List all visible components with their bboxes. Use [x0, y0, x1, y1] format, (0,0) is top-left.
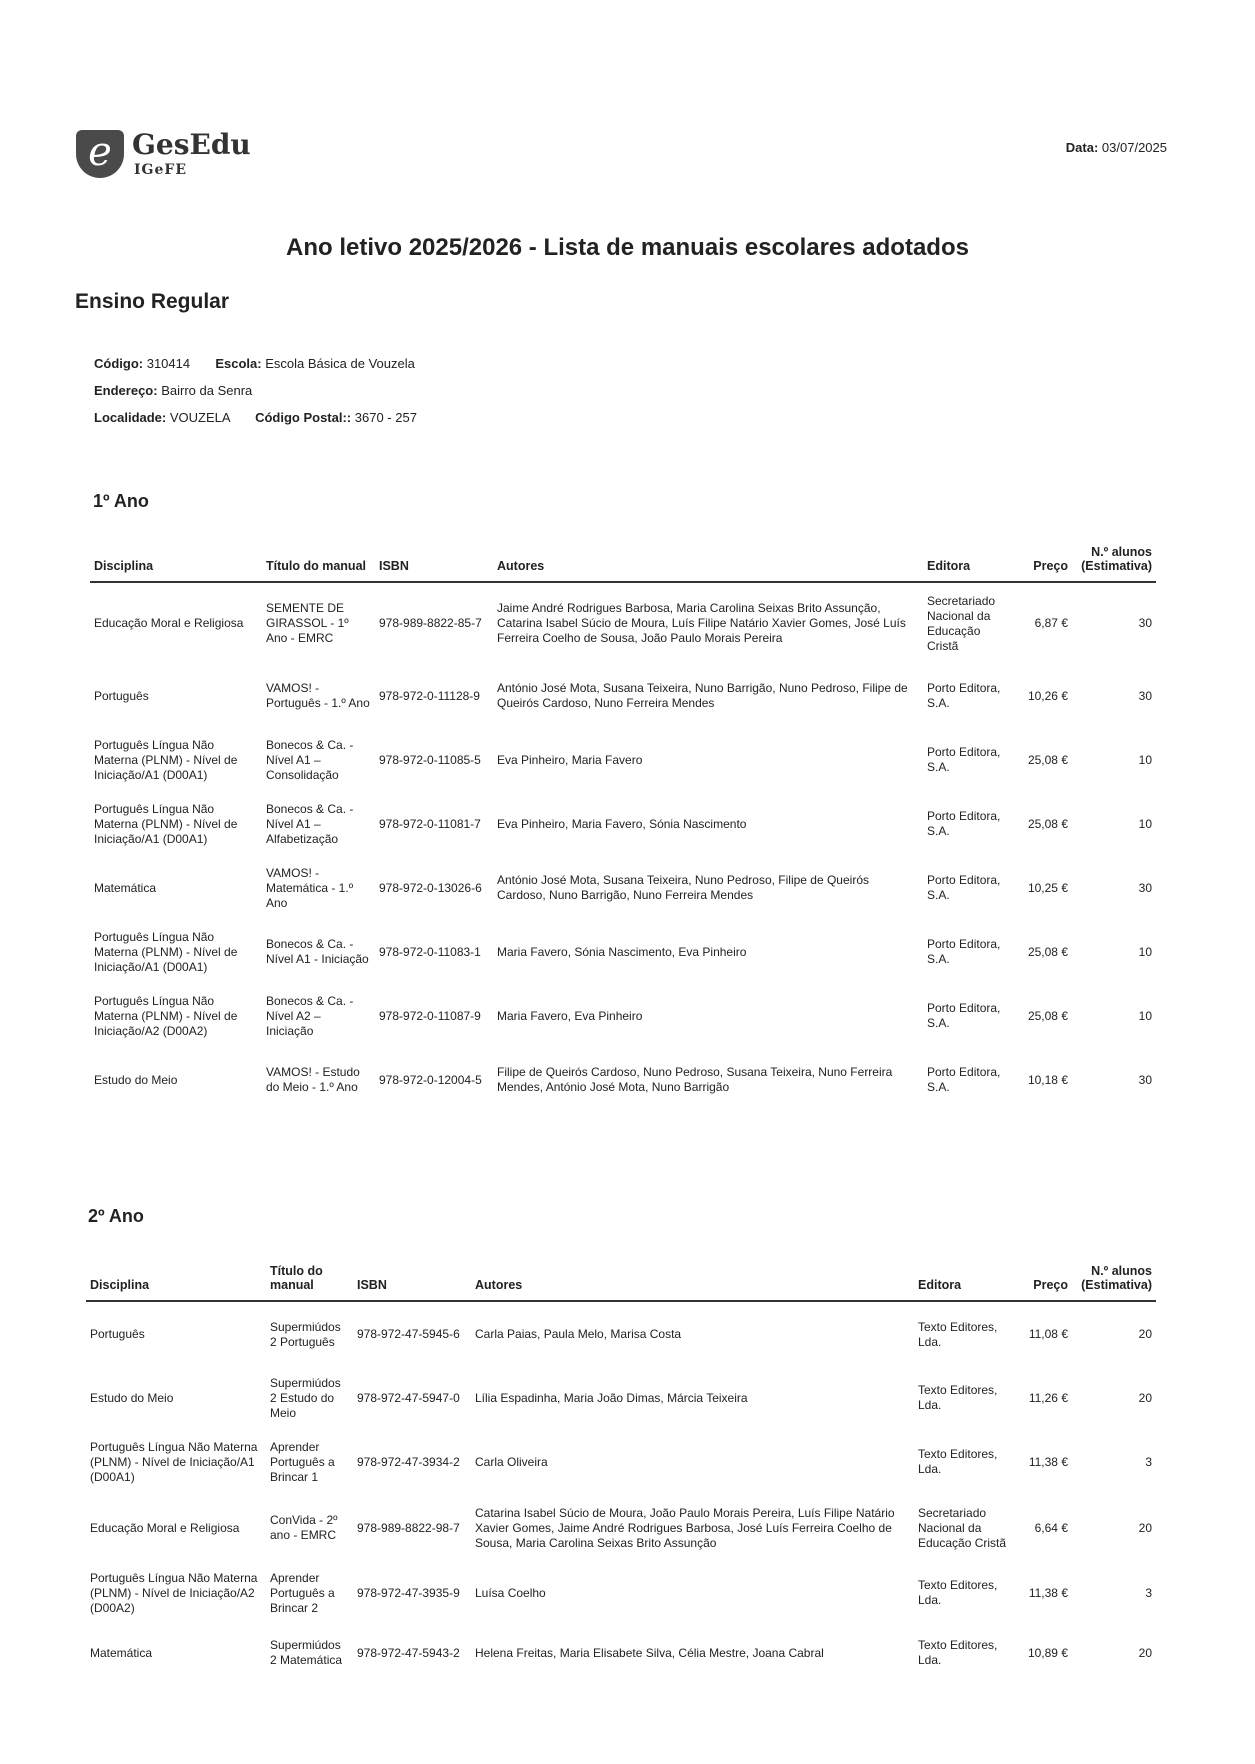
cell-disciplina: Português Língua Não Materna (PLNM) - Nível de Iniciação/A1 (D00A1)	[94, 801, 238, 846]
cell-disciplina: Português Língua Não Materna (PLNM) - Nível de Iniciação/A2 (D00A2)	[94, 993, 238, 1038]
cell-isbn: 978-972-0-11087-9	[379, 1008, 481, 1023]
cell-editora: Texto Editores, Lda.	[918, 1578, 998, 1607]
cell-autores: Filipe de Queirós Cardoso, Nuno Pedroso, Susana Teixeira, Nuno Ferreira Mendes, António José Mota, Nuno Barrigão	[497, 1065, 893, 1094]
cell-titulo: Supermiúdos 2 Matemática	[270, 1638, 343, 1667]
date-value: 03/07/2025	[1101, 140, 1167, 155]
cell-titulo: Supermiúdos 2 Estudo do Meio	[270, 1375, 341, 1420]
cell-preco: 10,89 €	[1027, 1645, 1068, 1660]
cell-isbn: 978-972-47-3935-9	[357, 1585, 460, 1600]
postal-label: Código Postal::	[255, 410, 352, 425]
cell-alunos: 20	[1138, 1520, 1152, 1535]
cell-isbn: 978-972-47-5947-0	[357, 1390, 460, 1405]
escola-label: Escola:	[215, 356, 262, 371]
codigo-value: 310414	[146, 356, 191, 371]
cell-editora: Porto Editora, S.A.	[927, 937, 1001, 966]
cell-editora: Porto Editora, S.A.	[927, 1001, 1001, 1030]
table-row	[90, 984, 1156, 1048]
table-row	[90, 1048, 1156, 1112]
cell-autores: Helena Freitas, Maria Elisabete Silva, Célia Mestre, Joana Cabral	[475, 1645, 824, 1660]
cell-alunos: 10	[1138, 816, 1152, 831]
table-header-row	[90, 545, 1156, 582]
cell-alunos: 3	[1145, 1454, 1152, 1469]
cell-alunos: 20	[1138, 1390, 1152, 1405]
table-row	[90, 664, 1156, 728]
cell-titulo: VAMOS! - Matemática - 1.º Ano	[266, 865, 354, 910]
gesedu-logo	[76, 128, 251, 188]
cell-editora: Porto Editora, S.A.	[927, 745, 1001, 774]
cell-isbn: 978-989-8822-98-7	[357, 1520, 460, 1535]
cell-preco: 25,08 €	[1027, 1008, 1068, 1023]
table-row	[86, 1561, 1156, 1625]
col-isbn: ISBN	[375, 545, 493, 582]
col-alunos: N.º alunos (Estimativa)	[1072, 1262, 1156, 1301]
cell-isbn: 978-972-0-11083-1	[379, 944, 481, 959]
table-row	[90, 728, 1156, 792]
cell-autores: Carla Paias, Paula Melo, Marisa Costa	[475, 1327, 682, 1341]
cell-preco: 25,08 €	[1027, 816, 1068, 831]
cell-autores: Catarina Isabel Súcio de Moura, João Paulo Morais Pereira, Luís Filipe Natário Xavier Gomes, Jaime André Rodrigues Barbosa, José Luís Ferreira Coelho de Sousa, Maria Carolina Seixas Brito Assunção	[475, 1505, 895, 1550]
cell-titulo: Bonecos & Ca. - Nível A1 – Consolidação	[266, 737, 354, 782]
cell-autores: Eva Pinheiro, Maria Favero	[497, 752, 643, 767]
cell-titulo: Bonecos & Ca. - Nível A1 - Iniciação	[266, 937, 369, 966]
cell-editora: Porto Editora, S.A.	[927, 681, 1001, 710]
cell-titulo: Aprender Português a Brincar 1	[270, 1439, 335, 1484]
table-row	[86, 1367, 1156, 1429]
cell-disciplina: Educação Moral e Religiosa	[94, 616, 244, 630]
table-row	[90, 856, 1156, 920]
school-locality-line	[94, 410, 417, 425]
cell-titulo: SEMENTE DE GIRASSOL - 1º Ano - EMRC	[266, 601, 349, 645]
cell-alunos: 3	[1145, 1585, 1152, 1600]
cell-autores: António José Mota, Susana Teixeira, Nuno Barrigão, Nuno Pedroso, Filipe de Queirós Cardoso, Nuno Ferreira Mendes	[497, 681, 908, 710]
school-code-line	[94, 356, 415, 371]
cell-alunos: 20	[1138, 1645, 1152, 1660]
cell-disciplina: Português Língua Não Materna (PLNM) - Nível de Iniciação/A1 (D00A1)	[94, 737, 238, 782]
cell-preco: 6,87 €	[1034, 616, 1068, 630]
cell-disciplina: Estudo do Meio	[90, 1390, 174, 1405]
cell-alunos: 10	[1138, 752, 1152, 767]
cell-isbn: 978-972-47-5943-2	[357, 1645, 460, 1660]
document-date	[1066, 140, 1167, 155]
date-label: Data:	[1065, 140, 1099, 155]
cell-titulo: Aprender Português a Brincar 2	[270, 1570, 335, 1615]
col-preco: Preço	[1017, 1262, 1072, 1301]
col-autores: Autores	[471, 1262, 914, 1301]
logo-name: GesEdu	[132, 128, 251, 161]
cell-autores: António José Mota, Susana Teixeira, Nuno Pedroso, Filipe de Queirós Cardoso, Nuno Barrigão, Nuno Ferreira Mendes	[497, 873, 869, 902]
cell-alunos: 30	[1138, 688, 1152, 703]
cell-editora: Texto Editores, Lda.	[918, 1447, 998, 1476]
escola-value: Escola Básica de Vouzela	[265, 356, 415, 371]
cell-isbn: 978-989-8822-85-7	[379, 616, 482, 630]
col-disciplina: Disciplina	[86, 1262, 266, 1301]
table-row	[90, 582, 1156, 664]
cell-disciplina: Português Língua Não Materna (PLNM) - Nível de Iniciação/A1 (D00A1)	[90, 1439, 258, 1484]
table-row	[90, 920, 1156, 984]
cell-alunos: 30	[1138, 880, 1152, 895]
table-header-row	[86, 1262, 1156, 1301]
cell-editora: Porto Editora, S.A.	[927, 1065, 1001, 1094]
cell-preco: 25,08 €	[1027, 944, 1068, 959]
cell-preco: 11,08 €	[1028, 1327, 1068, 1341]
cell-titulo: VAMOS! - Português - 1.º Ano	[266, 681, 370, 710]
cell-alunos: 20	[1138, 1327, 1152, 1341]
cell-preco: 6,64 €	[1034, 1520, 1068, 1535]
cell-disciplina: Estudo do Meio	[94, 1072, 178, 1087]
cell-disciplina: Matemática	[94, 880, 157, 895]
col-editora: Editora	[923, 545, 1011, 582]
cell-autores: Carla Oliveira	[475, 1454, 548, 1469]
page-title: Ano letivo 2025/2026 - Lista de manuais escolares adotados	[286, 234, 969, 261]
table-row	[86, 1429, 1156, 1495]
cell-isbn: 978-972-0-11128-9	[379, 688, 480, 703]
endereco-label: Endereço:	[94, 383, 158, 398]
cell-titulo: ConVida - 2º ano - EMRC	[270, 1513, 338, 1542]
page-subtitle: Ensino Regular	[75, 290, 230, 313]
cell-isbn: 978-972-0-11081-7	[379, 816, 481, 831]
cell-isbn: 978-972-47-3934-2	[357, 1454, 460, 1469]
cell-editora: Secretariado Nacional da Educação Cristã	[927, 593, 996, 653]
cell-titulo: Bonecos & Ca. - Nível A2 – Iniciação	[266, 993, 354, 1038]
cell-editora: Porto Editora, S.A.	[927, 873, 1001, 902]
cell-editora: Texto Editores, Lda.	[918, 1638, 998, 1667]
cell-autores: Lília Espadinha, Maria João Dimas, Márcia Teixeira	[475, 1390, 748, 1405]
cell-editora: Texto Editores, Lda.	[918, 1383, 998, 1412]
logo-subtitle: IGeFE	[134, 162, 188, 178]
cell-isbn: 978-972-47-5945-6	[357, 1327, 460, 1341]
localidade-value: VOUZELA	[169, 410, 230, 425]
cell-alunos: 10	[1138, 944, 1152, 959]
cell-autores: Maria Favero, Eva Pinheiro	[497, 1008, 643, 1023]
cell-autores: Jaime André Rodrigues Barbosa, Maria Carolina Seixas Brito Assunção, Catarina Isabel Súcio de Moura, Luís Filipe Natário Xavier Gomes, José Luís Ferreira Coelho de Sousa, João Paulo Morais Pereira	[497, 601, 906, 645]
table-row	[86, 1495, 1156, 1561]
table-row	[86, 1301, 1156, 1367]
cell-disciplina: Educação Moral e Religiosa	[90, 1520, 240, 1535]
col-titulo: Título do manual	[262, 545, 375, 582]
col-preco: Preço	[1011, 545, 1072, 582]
cell-alunos: 30	[1138, 616, 1152, 630]
col-titulo: Título do manual	[266, 1262, 353, 1301]
section-title-ano1: 1º Ano	[93, 491, 149, 511]
col-editora: Editora	[914, 1262, 1017, 1301]
cell-preco: 10,26 €	[1027, 688, 1068, 703]
cell-preco: 11,38 €	[1028, 1454, 1068, 1469]
cell-autores: Eva Pinheiro, Maria Favero, Sónia Nascimento	[497, 816, 747, 831]
cell-disciplina: Português Língua Não Materna (PLNM) - Nível de Iniciação/A1 (D00A1)	[94, 929, 238, 974]
cell-preco: 11,26 €	[1028, 1390, 1068, 1405]
cell-editora: Secretariado Nacional da Educação Cristã	[918, 1505, 1007, 1550]
cell-disciplina: Português	[94, 688, 149, 703]
cell-preco: 25,08 €	[1027, 752, 1068, 767]
codigo-label: Código:	[94, 356, 144, 371]
endereco-value: Bairro da Senra	[161, 383, 253, 398]
cell-alunos: 10	[1138, 1008, 1152, 1023]
localidade-label: Localidade:	[94, 410, 167, 425]
cell-autores: Luísa Coelho	[475, 1585, 546, 1600]
table-row	[90, 792, 1156, 856]
col-alunos: N.º alunos (Estimativa)	[1072, 545, 1156, 582]
manuals-table-ano1	[90, 545, 1156, 1112]
cell-disciplina: Matemática	[90, 1645, 153, 1660]
cell-editora: Texto Editores, Lda.	[918, 1319, 998, 1349]
cell-preco: 10,18 €	[1027, 1072, 1068, 1087]
col-disciplina: Disciplina	[90, 545, 262, 582]
cell-disciplina: Português	[90, 1327, 145, 1341]
cell-autores: Maria Favero, Sónia Nascimento, Eva Pinheiro	[497, 944, 747, 959]
school-address-line	[94, 383, 252, 398]
cell-titulo: VAMOS! - Estudo do Meio - 1.º Ano	[266, 1065, 360, 1094]
cell-isbn: 978-972-0-12004-5	[379, 1072, 482, 1087]
cell-alunos: 30	[1138, 1072, 1152, 1087]
cell-isbn: 978-972-0-13026-6	[379, 880, 482, 895]
gesedu-logo-icon: e	[76, 130, 124, 178]
table-row	[86, 1625, 1156, 1681]
cell-titulo: Supermiúdos 2 Português	[270, 1319, 341, 1349]
manuals-table-ano2	[86, 1262, 1156, 1681]
section-title-ano2: 2º Ano	[88, 1206, 144, 1226]
cell-titulo: Bonecos & Ca. - Nível A1 – Alfabetização	[266, 801, 354, 846]
cell-preco: 10,25 €	[1027, 880, 1068, 895]
col-autores: Autores	[493, 545, 923, 582]
cell-editora: Porto Editora, S.A.	[927, 809, 1001, 838]
col-isbn: ISBN	[353, 1262, 471, 1301]
cell-isbn: 978-972-0-11085-5	[379, 752, 481, 767]
postal-value: 3670 - 257	[354, 410, 417, 425]
cell-disciplina: Português Língua Não Materna (PLNM) - Nível de Iniciação/A2 (D00A2)	[90, 1570, 258, 1615]
cell-preco: 11,38 €	[1028, 1585, 1068, 1600]
